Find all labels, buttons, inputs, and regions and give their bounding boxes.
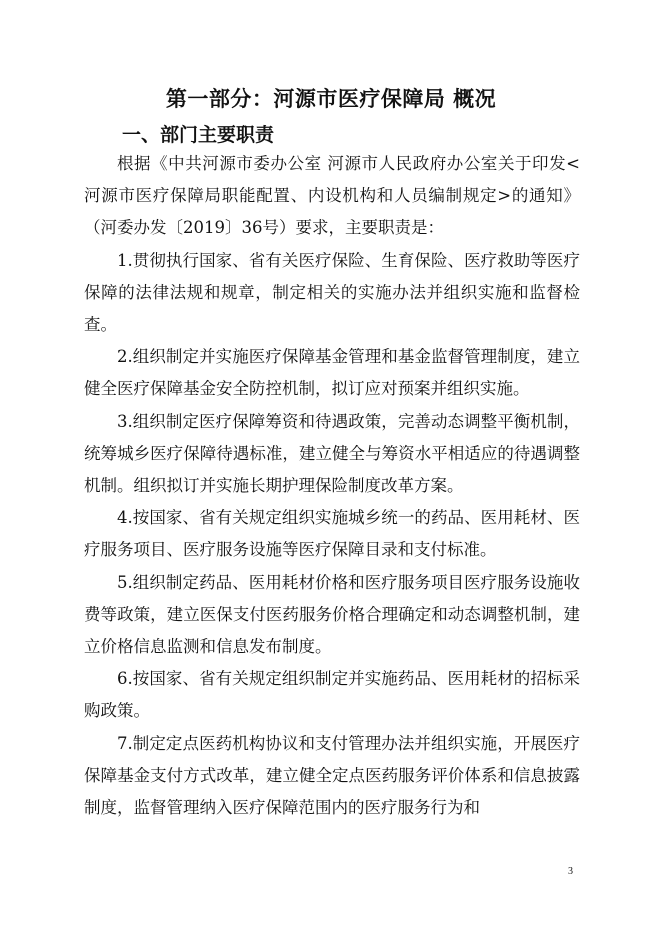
- paragraph-duty-6: 6.按国家、省有关规定组织制定并实施药品、医用耗材的招标采购政策。: [84, 669, 580, 721]
- paragraph-duty-1: 1.贯彻执行国家、省有关医疗保险、生育保险、医疗救助等医疗保障的法律法规和规章，制定相关的实施办法并组织实施和监督检查。: [84, 250, 580, 335]
- body-text: [84, 148, 580, 824]
- paragraph-duty-4: 4.按国家、省有关规定组织实施城乡统一的药品、医用耗材、医疗服务项目、医疗服务设施等医疗保障目录和支付标准。: [84, 508, 580, 560]
- paragraph-intro: 根据《中共河源市委办公室 河源市人民政府办公室关于印发<河源市医疗保障局职能配置、内设机构和人员编制规定>的通知》（河委办发〔2019〕36号）要求，主要职责是：: [84, 154, 580, 238]
- paragraph-duty-7: 7.制定定点医药机构协议和支付管理办法并组织实施，开展医疗保障基金支付方式改革，建立健全定点医药服务评价体系和信息披露制度，监督管理纳入医疗保障范围内的医疗服务行为和: [84, 733, 580, 818]
- section-heading: 一、部门主要职责: [122, 124, 275, 146]
- paragraph-duty-2: 2.组织制定并实施医疗保障基金管理和基金监督管理制度，建立健全医疗保障基金安全防控机制，拟订应对预案并组织实施。: [84, 347, 580, 399]
- page-title: 第一部分：河源市医疗保障局 概况: [165, 87, 497, 111]
- paragraph-duty-5: 5.组织制定药品、医用耗材价格和医疗服务项目医疗服务设施收费等政策，建立医保支付医药服务价格合理确定和动态调整机制，建立价格信息监测和信息发布制度。: [84, 572, 580, 657]
- page-number: 3: [568, 866, 573, 877]
- paragraph-duty-3: 3.组织制定医疗保障筹资和待遇政策，完善动态调整平衡机制，统筹城乡医疗保障待遇标准，建立健全与筹资水平相适应的待遇调整机制。组织拟订并实施长期护理保险制度改革方案。: [84, 411, 580, 496]
